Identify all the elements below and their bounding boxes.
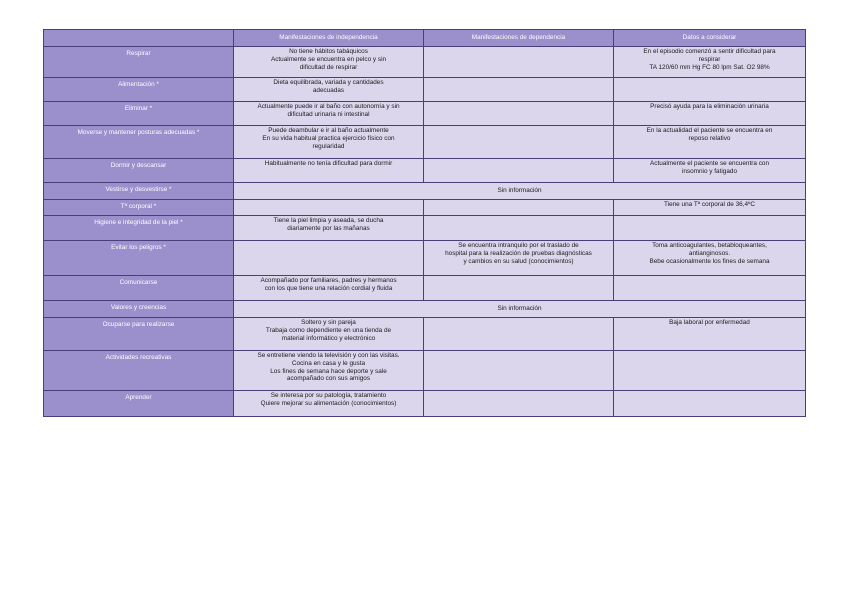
cell-text-line: Los fines de semana hace deporte y sale (270, 367, 387, 375)
header-cell-dependence: Manifestaciones de dependencia (424, 30, 614, 47)
data-cell (614, 78, 806, 102)
table-row (44, 78, 806, 102)
cell-text-line: insomnio y fatigado (681, 167, 738, 175)
cell-text-line: reposo relativo (688, 134, 731, 142)
cell-text-line: respirar (698, 55, 721, 63)
data-cell (614, 241, 806, 276)
cell-text-line: En la actualidad el paciente se encuentra en (646, 127, 773, 134)
cell-text-line: Se interesa por su patología, tratamiento (270, 392, 387, 399)
table-row (44, 351, 806, 391)
table-row (44, 200, 806, 216)
cell-text-line: No tiene hábitos tabáquicos (289, 48, 368, 55)
dependence-cell (424, 318, 614, 351)
need-label: Higiene e integridad de la piel * (44, 216, 234, 241)
table-body (44, 47, 806, 417)
table-row (44, 47, 806, 78)
cell-text-line: Precisó ayuda para la eliminación urinaria (650, 103, 769, 110)
need-label: Evitar los peligros * (44, 241, 234, 276)
dependence-cell (424, 391, 614, 417)
independence-cell (234, 351, 424, 391)
need-label: Valores y creencias (44, 301, 234, 318)
data-cell (614, 216, 806, 241)
header-cell-independence: Manifestaciones de independencia (234, 30, 424, 47)
cell-text-line: Tiene una Tª corporal de 36,4ºC (663, 201, 756, 208)
independence-cell (234, 200, 424, 216)
cell-text-line: antianginosos. (688, 249, 731, 257)
cell-text-line: diariamente por las mañanas (287, 224, 370, 232)
dependence-cell (424, 351, 614, 391)
cell-text-line: En el episodio comenzó a sentir dificultad para (643, 48, 776, 55)
independence-cell (234, 126, 424, 159)
data-cell (614, 102, 806, 126)
independence-cell (234, 318, 424, 351)
need-label: Comunicarse (44, 276, 234, 301)
cell-text-line: hospital para la realización de pruebas diagnósticas (445, 249, 592, 257)
table-row (44, 126, 806, 159)
data-cell (614, 200, 806, 216)
need-label: Vestirse y desvestirse * (44, 183, 234, 200)
data-cell (614, 391, 806, 417)
merged-cell-no-info: Sin información (234, 183, 806, 200)
table-row (44, 183, 806, 200)
need-label: Actividades recreativas (44, 351, 234, 391)
merged-cell-no-info: Sin información (234, 301, 806, 318)
dependence-cell (424, 159, 614, 183)
cell-text-line: Quiere mejorar su alimentación (conocimientos) (260, 399, 397, 407)
independence-cell (234, 216, 424, 241)
cell-text-line: dificultad de respirar (299, 63, 358, 71)
dependence-cell (424, 216, 614, 241)
cell-text-line: Se encuentra intranquilo por el traslado de (458, 242, 579, 249)
dependence-cell (424, 102, 614, 126)
cell-text-line: Puede deambular e ir al baño actualmente (268, 127, 389, 134)
need-label: Dormir y descansar (44, 159, 234, 183)
table-row (44, 318, 806, 351)
independence-cell (234, 47, 424, 78)
need-label: Ocuparse para realizarse (44, 318, 234, 351)
cell-text-line: Trabaja como dependiente en una tienda de (265, 326, 392, 334)
cell-text-line: Habitualmente no tenía dificultad para dormir (264, 160, 393, 167)
cell-text-line: Acompañado por familiares, padres y hermanos (260, 277, 397, 284)
dependence-cell (424, 78, 614, 102)
data-cell (614, 351, 806, 391)
need-label: Moverse y mantener posturas adecuadas * (44, 126, 234, 159)
independence-cell (234, 241, 424, 276)
independence-cell (234, 102, 424, 126)
table-row (44, 276, 806, 301)
need-label: Eliminar * (44, 102, 234, 126)
data-cell (614, 276, 806, 301)
header-row (44, 30, 806, 47)
table-row (44, 301, 806, 318)
cell-text-line: Actualmente el paciente se encuentra con (649, 160, 769, 167)
cell-text-line: Cocina en casa y le gusta (291, 359, 366, 367)
data-cell (614, 159, 806, 183)
cell-text-line: Actualmente se encuentra en pelco y sin (270, 55, 387, 63)
cell-text-line: acompañado con sus amigos (286, 375, 371, 383)
table-row (44, 241, 806, 276)
cell-text-line: Toma anticoagulantes, betabloqueantes, (652, 242, 767, 249)
cell-text-line: con los que tiene una relación cordial y fluida (264, 284, 393, 292)
need-label: Aprender (44, 391, 234, 417)
header-cell-need (44, 30, 234, 47)
cell-text-line: material informático y electrónico (281, 334, 376, 342)
dependence-cell (424, 126, 614, 159)
cell-text-line: y cambios en su salud (conocimientos) (463, 257, 574, 265)
cell-text-line: TA 120/60 mm Hg FC 80 lpm Sat. O2 98% (649, 63, 770, 71)
need-label: Respirar (44, 47, 234, 78)
cell-text-line: Actualmente puede ir al baño con autonomía y sin (257, 103, 400, 110)
cell-text-line: Tiene la piel limpia y aseada, se ducha (273, 217, 384, 224)
cell-text-line: En su vida habitual practica ejercicio físico con (262, 134, 395, 142)
cell-text-line: Baja laboral por enfermedad (669, 319, 750, 326)
cell-text-line: Bebe ocasionalmente los fines de semana (649, 257, 770, 265)
table-row (44, 391, 806, 417)
header-cell-data: Datos a considerar (614, 30, 806, 47)
table-row (44, 102, 806, 126)
independence-cell (234, 391, 424, 417)
dependence-cell (424, 200, 614, 216)
cell-text-line: Soltero y sin pareja (301, 319, 356, 326)
independence-cell (234, 276, 424, 301)
data-cell (614, 318, 806, 351)
data-cell (614, 126, 806, 159)
cell-text-line: regularidad (312, 142, 345, 150)
independence-cell (234, 78, 424, 102)
cell-text-line: dificultad urinaria ni intestinal (287, 110, 370, 118)
cell-text-line: Dieta equilibrada, variada y cantidades (273, 79, 384, 86)
dependence-cell (424, 47, 614, 78)
data-cell (614, 47, 806, 78)
table-row (44, 216, 806, 241)
table-row (44, 159, 806, 183)
cell-text-line: adecuadas (312, 86, 345, 94)
dependence-cell (424, 241, 614, 276)
dependence-cell (424, 276, 614, 301)
need-label: Tª corporal * (44, 200, 234, 216)
cell-text-line: Se entretiene viendo la televisión y con las visitas. (257, 352, 400, 359)
need-label: Alimentación * (44, 78, 234, 102)
care-needs-table (43, 29, 806, 417)
independence-cell (234, 159, 424, 183)
